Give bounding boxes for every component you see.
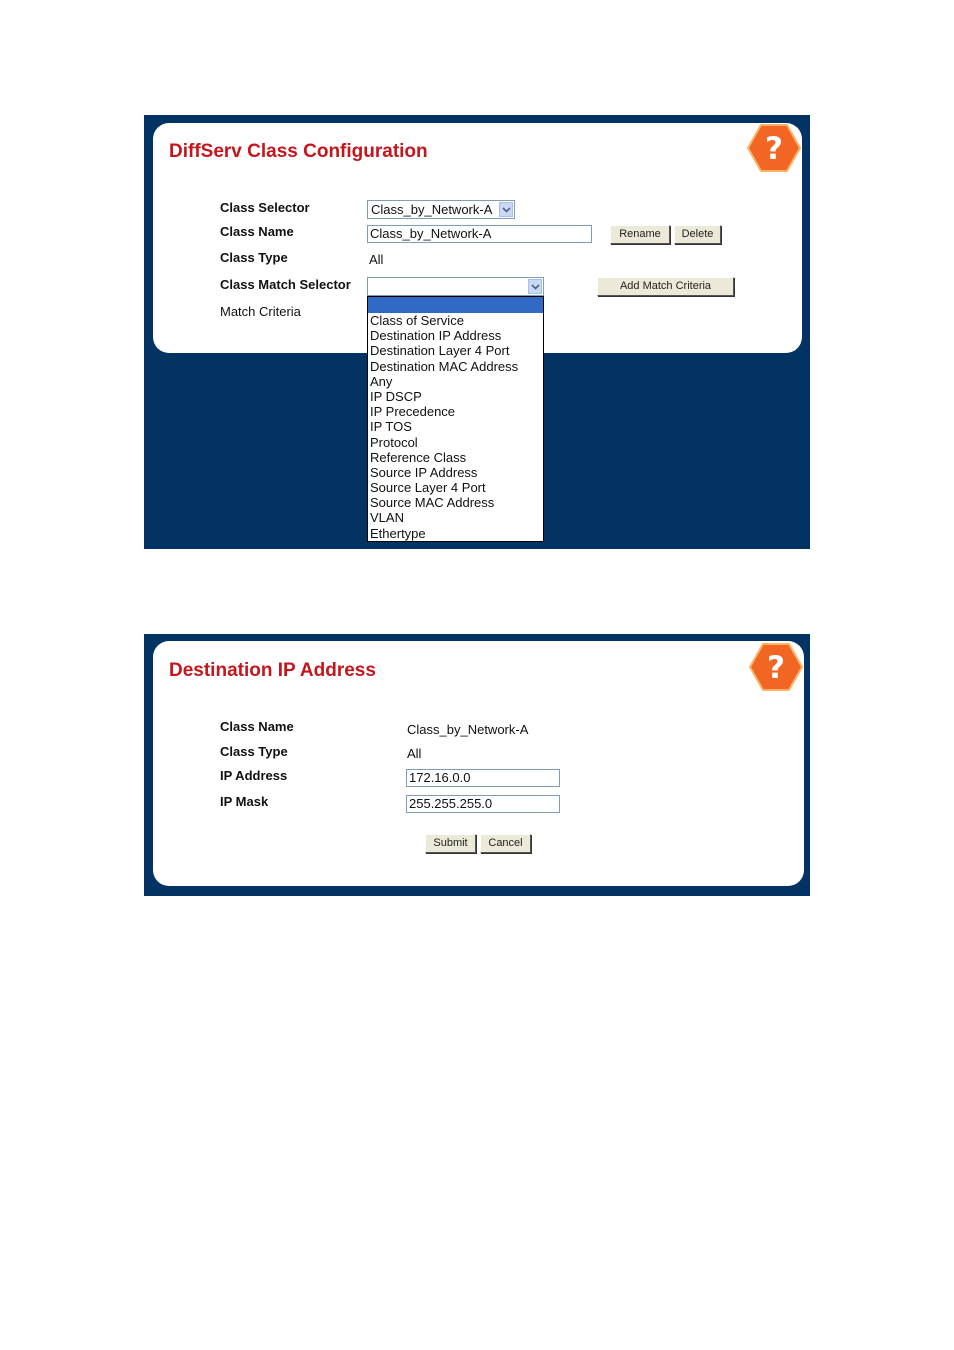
class-match-selector-label: Class Match Selector (220, 277, 351, 292)
dest-ip-title: Destination IP Address (169, 660, 376, 681)
delete-button[interactable]: Delete (674, 225, 721, 244)
option-ip-dscp[interactable]: IP DSCP (370, 388, 422, 404)
add-match-criteria-button[interactable]: Add Match Criteria (597, 277, 734, 296)
svg-text:?: ? (765, 131, 783, 167)
ip-address-input[interactable]: 172.16.0.0 (406, 769, 560, 787)
option-ip-tos[interactable]: IP TOS (370, 419, 412, 435)
match-criteria-label: Match Criteria (220, 304, 301, 319)
chevron-down-icon[interactable] (528, 279, 542, 294)
option-vlan[interactable]: VLAN (370, 510, 404, 526)
dest-class-name-label: Class Name (220, 719, 294, 734)
match-selector-options-list[interactable] (367, 296, 544, 542)
option-source-layer4-port[interactable]: Source Layer 4 Port (370, 480, 486, 496)
dest-class-name-value: Class_by_Network-A (407, 722, 529, 737)
ip-address-label: IP Address (220, 768, 288, 783)
dest-class-type-value: All (407, 746, 422, 761)
help-icon[interactable] (747, 123, 801, 173)
option-destination-layer4-port[interactable]: Destination Layer 4 Port (370, 343, 510, 359)
class-name-label: Class Name (220, 224, 294, 239)
class-selector-value: Class_by_Network-A (371, 202, 493, 217)
option-source-mac-address[interactable]: Source MAC Address (370, 495, 495, 511)
option-destination-mac-address[interactable]: Destination MAC Address (370, 358, 519, 374)
help-icon[interactable] (749, 642, 803, 692)
option-ethertype[interactable]: Ethertype (370, 525, 426, 541)
dest-class-type-label: Class Type (220, 744, 288, 759)
option-blank-selected[interactable] (368, 297, 543, 313)
page-title: DiffServ Class Configuration (169, 141, 428, 162)
chevron-down-icon[interactable] (499, 202, 513, 217)
class-selector-dropdown[interactable] (367, 200, 515, 219)
option-source-ip-address[interactable]: Source IP Address (370, 464, 478, 480)
svg-text:?: ? (767, 650, 785, 686)
ip-mask-label: IP Mask (220, 794, 269, 809)
option-reference-class[interactable]: Reference Class (370, 449, 467, 465)
submit-button[interactable]: Submit (425, 834, 476, 853)
ip-mask-input[interactable]: 255.255.255.0 (406, 795, 560, 813)
class-type-value: All (369, 252, 384, 267)
cancel-button[interactable]: Cancel (480, 834, 531, 853)
class-type-label: Class Type (220, 250, 288, 265)
class-match-selector-dropdown[interactable] (367, 277, 544, 296)
class-name-input[interactable]: Class_by_Network-A (367, 225, 592, 243)
option-destination-ip-address[interactable]: Destination IP Address (370, 328, 502, 344)
option-class-of-service[interactable]: Class of Service (370, 313, 464, 328)
option-protocol[interactable]: Protocol (370, 434, 418, 450)
class-selector-label: Class Selector (220, 200, 310, 215)
rename-button[interactable]: Rename (610, 225, 670, 244)
option-ip-precedence[interactable]: IP Precedence (370, 404, 456, 420)
option-any[interactable]: Any (370, 373, 393, 389)
